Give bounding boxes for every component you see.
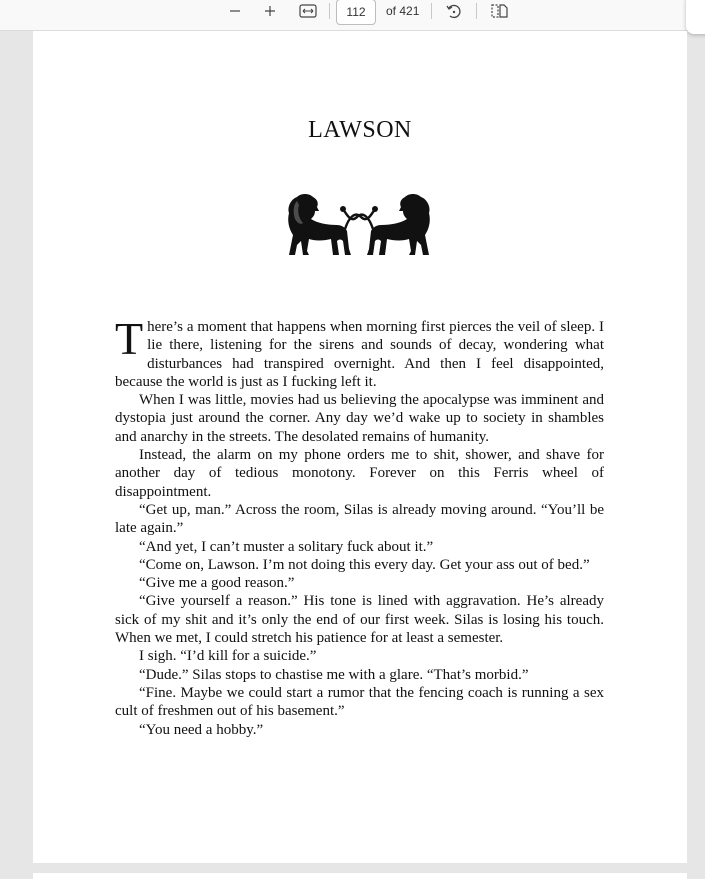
paragraph: “Get up, man.” Across the room, Silas is already moving around. “You’ll be late again.”: [115, 501, 604, 537]
paragraph: I sigh. “I’d kill for a suicide.”: [139, 648, 317, 665]
pdf-toolbar: [0, 0, 705, 31]
zoom-out-icon: [229, 5, 241, 17]
paragraph: “Come on, Lawson. I’m not doing this every day. Get your ass out of bed.”: [139, 556, 590, 573]
two-page-view-button[interactable]: [488, 0, 510, 22]
toolbar-separator: [329, 3, 330, 19]
zoom-out-button[interactable]: [226, 0, 244, 22]
fit-width-button[interactable]: [297, 0, 319, 22]
two-page-icon: [490, 4, 508, 18]
paragraph: “Give yourself a reason.” His tone is lined with aggravation. He’s already sick of my shit and it’s only the end of our first week. Silas is losing his touch. When we met, I could stretch his patience for at least a semester.: [115, 593, 604, 647]
paragraph: There’s a moment that happens when morning first pierces the veil of sleep. I lie there, listening for the sirens and sounds of decay, wondering what disturbances had transpired overnight. And then I feel disappointed, because the world is just as I fucking left it.: [115, 313, 604, 390]
page-number-input[interactable]: [336, 0, 376, 25]
toolbar-separator: [431, 3, 432, 19]
pdf-page: [33, 31, 687, 863]
paragraph: “And yet, I can’t muster a solitary fuck about it.”: [139, 538, 434, 555]
rotate-button[interactable]: [443, 0, 465, 22]
paragraph: Instead, the alarm on my phone orders me to shit, shower, and shave for another day of tedious monotony. Forever on this Ferris wheel of disappointment.: [115, 447, 604, 500]
page-total-label: of 421: [386, 4, 420, 18]
next-pdf-page: [33, 873, 687, 879]
zoom-in-icon: [264, 5, 276, 17]
paragraph: “Give me a good reason.”: [139, 575, 295, 592]
fit-width-icon: [299, 4, 317, 18]
paragraph: “Fine. Maybe we could start a rumor that the fencing coach is running a sex cult of freshmen out of his basement.”: [115, 684, 604, 720]
paragraph: “Dude.” Silas stops to chastise me with a glare. “That’s morbid.”: [139, 666, 529, 683]
chapter-title: LAWSON: [308, 117, 412, 143]
toolbar-separator: [476, 3, 477, 19]
rotate-icon: [445, 2, 463, 20]
paragraph: “You need a hobby.”: [139, 721, 264, 738]
chapter-body: [115, 313, 604, 739]
paragraph: When I was little, movies had us believing the apocalypse was imminent and dystopia just around the corner. Any day we’d wake up to society in shambles and anarchy in the streets. The desolated remains of humanity.: [115, 392, 604, 445]
side-panel-tab[interactable]: [686, 0, 705, 34]
drop-cap: T: [115, 313, 144, 364]
lions-ornament-icon: [283, 189, 435, 261]
zoom-in-button[interactable]: [261, 0, 279, 22]
